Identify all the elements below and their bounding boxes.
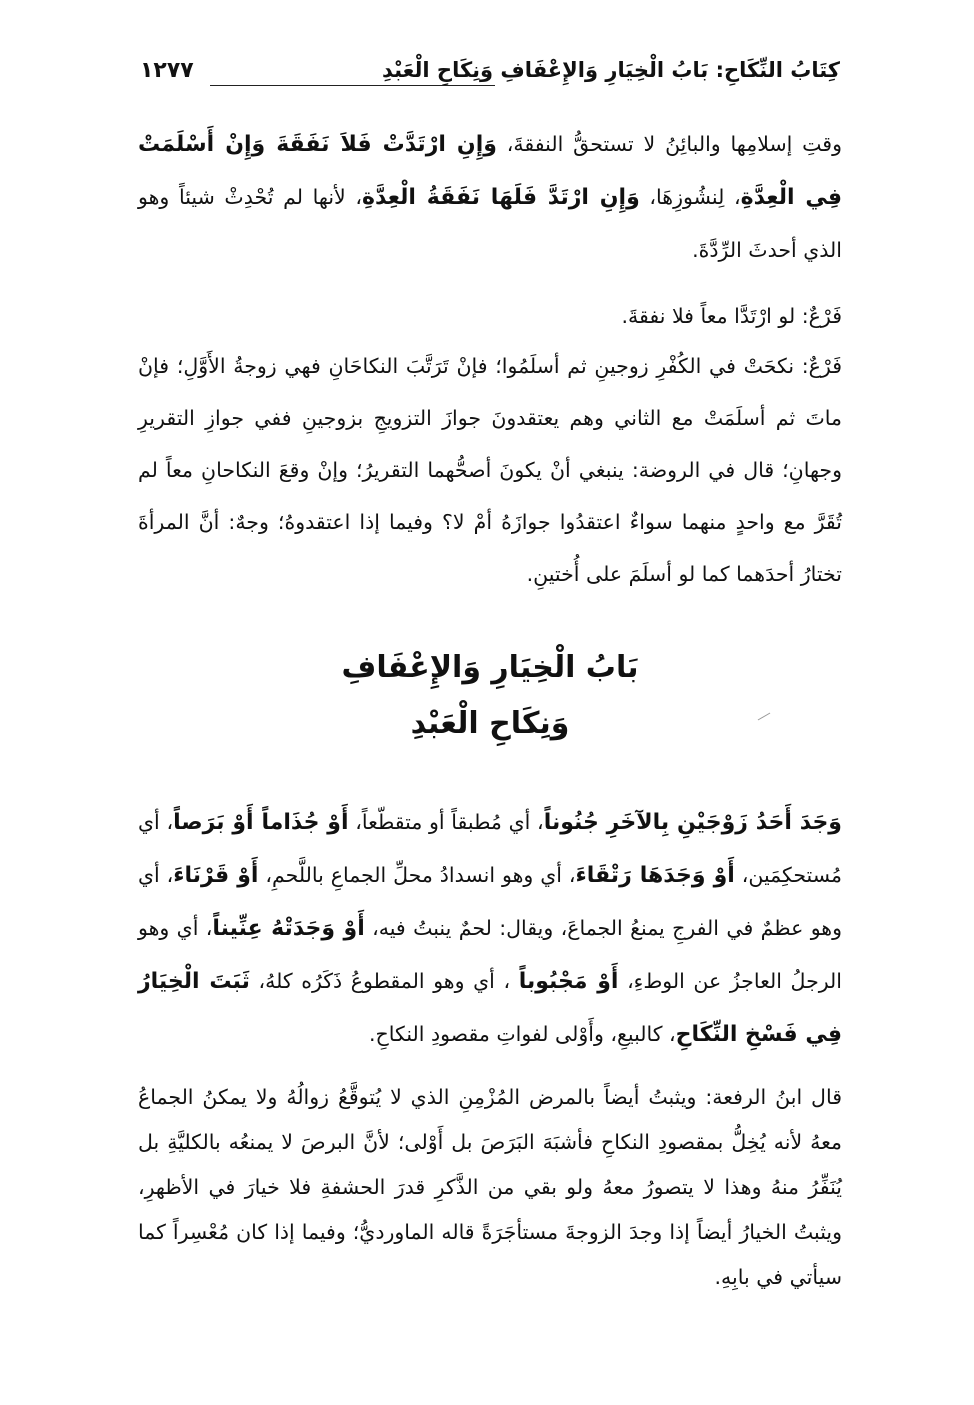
chapter-heading-line-1: بَابُ الْخِيَارِ وَالإِعْفَافِ: [341, 650, 639, 685]
running-header: [140, 58, 840, 98]
matn-text: وَجَدَ أَحَدُ زَوْجَيْنِ بِالآخَرِ جُنُوناً: [543, 810, 842, 835]
plain-text: ، لأنها لم تُحْدِثْ شيئاً وهو الذي أحدثَ الرِّدَّةَ.: [138, 185, 842, 262]
paragraph-ibn-rifa: [138, 1075, 842, 1300]
matn-text: ثَبَتَ الْخِيَارُ فِي فَسْخِ النِّكَاحِ: [138, 969, 842, 1047]
plain-text: ، كالبيعِ، وأَوْلى لفواتِ مقصودِ النكاحِ.: [369, 1022, 676, 1046]
page-number: ١٢٧٧: [140, 58, 194, 83]
paragraph-far-2: [138, 340, 842, 600]
header-rule: [210, 85, 495, 86]
plain-text: ، أي وهو الرجلُ العاجزُ عن الوطءِ،: [138, 916, 842, 993]
chapter-heading-line-2: وَنِكَاحِ الْعَبْدِ: [410, 706, 570, 741]
plain-text: ، لِنشُوزِهَا،: [639, 185, 741, 209]
far-text: فَرْعٌ: نكحَتْ في الكُفْرِ زوجينِ ثم أسلَمُوا؛ فإنْ تَرَتَّبَ النكاحَانِ فهي زوجةُ الأَوَّلِ؛ فإنْ ماتَ ثم أسلَمَتْ مع الثاني وهم يعتقدونَ جوازَ التزويجِ بزوجينِ ففي جوازِ التقريرِ وجهانِ؛ قال في الروضة: ينبغي أنْ يكونَ أصحُّهما التقريرُ؛ وإنْ وقعَ النكاحانِ معاً لم تُقَرَّ مع واحدٍ منهما سواءٌ اعتقدُوا جوازَهُ أمْ لا؟ وفيما إذا اعتقدوهُ؛ وجهٌ: أنَّ المرأةَ تختارُ أحدَهما كما لو أسلَمَ على أُختينِ.: [138, 354, 842, 586]
plain-text: ، أي مُطبقاً أو متقطّعاً،: [348, 810, 544, 834]
paragraph-khiyar: [138, 796, 842, 1061]
plain-text: ، أي وهو عظمٌ في الفرجِ يمنعُ الجماعَ، ويقال: لحمٌ ينبتُ فيه،: [138, 863, 842, 940]
running-title: كِتَابُ النِّكَاحِ: بَابُ الْخِيَارِ وَالإِعْفَافِ وَنِكَاحِ الْعَبْدِ: [381, 58, 840, 82]
paragraph-far-1: [138, 290, 842, 342]
matn-text: أَوْ وَجَدَتْهُ عِنِّيناً: [212, 916, 365, 941]
plain-text: ، أي وهو انسدادُ محلِّ الجماعِ باللَّحمِ،: [258, 863, 576, 887]
matn-text: وَإِنِ ارْتَدَّتْ فَلاَ نَفَقَةَ وَإِنْ أَسْلَمَتْ فِي الْعِدَّةِ: [138, 132, 842, 210]
matn-text: أَوْ قَرْنَاءَ: [173, 863, 259, 888]
plain-text: ، أي وهو المقطوعُ ذَكَرُه كلهُ،: [249, 969, 519, 993]
chapter-heading: [138, 640, 842, 752]
plain-text: وقتِ إسلامِها والبائِنُ لا تستحقُّ النفقةَ،: [496, 132, 843, 156]
plain-text: قال ابنُ الرفعة: ويثبتُ أيضاً بالمرض المُزْمِنِ الذي لا يُتوقَّعُ زوالُهُ ولا يمكنُ الجماعُ معهُ لأنه يُخِلُّ بمقصودِ النكاحِ فأشبَهَ البَرَصَ بل أَوْلى؛ لأنَّ البرصَ لا يمنعُه بالكليَّةِ بل يُنَفِّرُ منهُ وهذا لا يتصورُ معهُ ولو بقي من الذَّكرِ قدرَ الحشفةِ فلا خيارَ في الأظهرِ، ويثبتُ الخيارُ أيضاً إذا وجدَ الزوجةَ مستأجَرَةً قاله الماورديُّ؛ وفيما إذا كان مُعْسِراً كما سيأتي في بابِهِ.: [138, 1085, 842, 1289]
matn-text: أَوْ وَجَدَهَا رَتْقَاءَ: [575, 863, 735, 888]
far-text: فَرْعٌ: لو ارْتَدَّا معاً فلا نفقةَ.: [621, 304, 842, 328]
matn-text: أَوْ مَجْبُوباً: [518, 969, 619, 994]
plain-text: ، أي مُستحكِمَين،: [138, 810, 843, 887]
matn-text: أَوْ جُذَاماً أَوْ بَرَصاً: [173, 810, 349, 835]
paragraph-nafaqa-ridda: [138, 118, 842, 276]
matn-text: وَإِنِ ارْتَدَّ فَلَهَا نَفَقَةُ الْعِدَّةِ: [362, 185, 640, 210]
